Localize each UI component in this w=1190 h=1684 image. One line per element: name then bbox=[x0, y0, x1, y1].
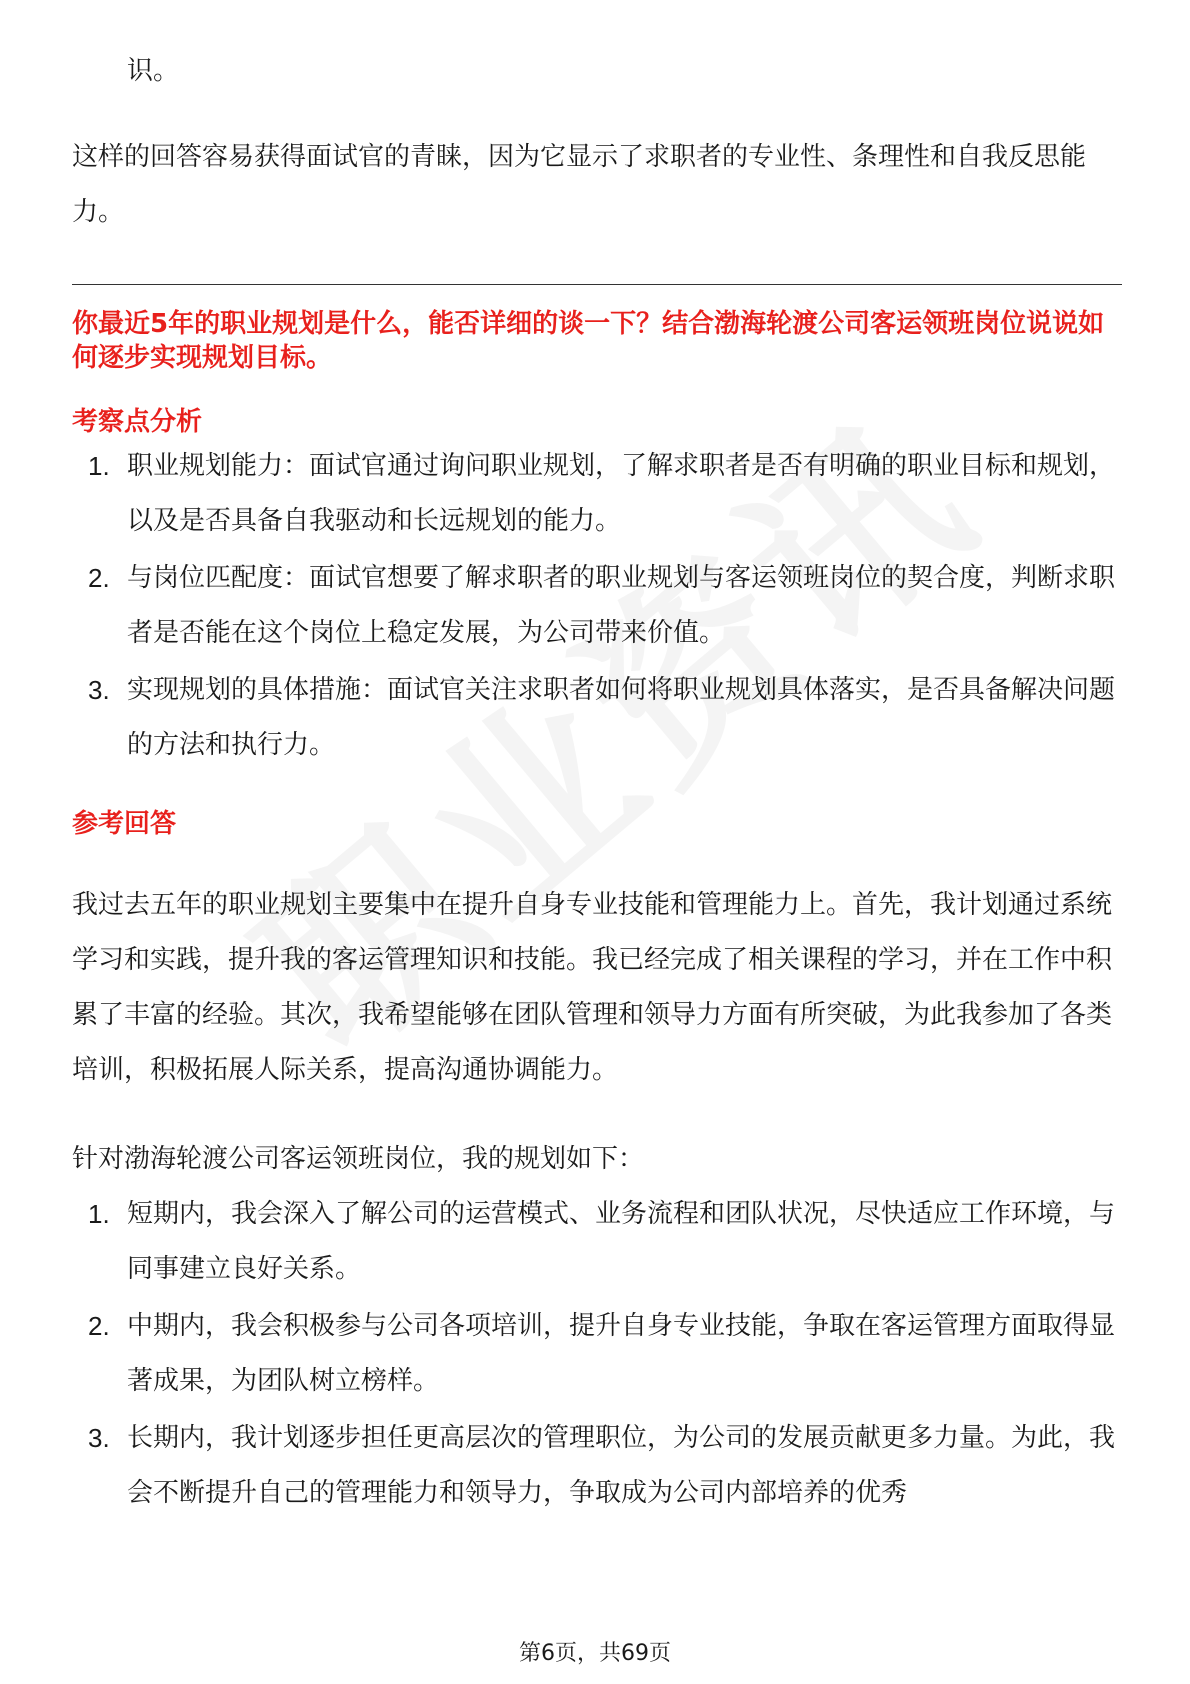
continued-text: 识。 bbox=[127, 56, 180, 86]
list-item-number: 2. bbox=[88, 563, 110, 593]
answer-title: 参考回答 bbox=[72, 809, 177, 839]
page-content bbox=[72, 44, 1122, 1523]
page-number: 第6页，共69页 bbox=[519, 1641, 671, 1666]
list-item bbox=[72, 439, 1122, 549]
list-item-text: 职业规划能力：面试官通过询问职业规划，了解求职者是否有明确的职业目标和规划，以及是否具备自我驱动和长远规划的能力。 bbox=[127, 451, 1116, 536]
list-item-number: 2. bbox=[88, 1311, 110, 1341]
list-item-number: 3. bbox=[88, 1423, 110, 1453]
answer-plan-intro: 针对渤海轮渡公司客运领班岗位，我的规划如下： bbox=[72, 1144, 645, 1174]
list-item-text: 短期内，我会深入了解公司的运营模式、业务流程和团队状况，尽快适应工作环境，与同事建立良好关系。 bbox=[127, 1199, 1116, 1284]
list-item bbox=[72, 1411, 1122, 1521]
list-item bbox=[72, 663, 1122, 773]
list-item-number: 3. bbox=[88, 675, 110, 705]
list-item bbox=[72, 1299, 1122, 1409]
analysis-list bbox=[72, 439, 1122, 773]
list-item-number: 1. bbox=[88, 451, 110, 481]
list-item-number: 1. bbox=[88, 1199, 110, 1229]
question-heading: 你最近5年的职业规划是什么，能否详细的谈一下？结合渤海轮渡公司客运领班岗位说说如何逐步实现规划目标。 bbox=[72, 309, 1105, 373]
intro-closing-paragraph: 这样的回答容易获得面试官的青睐，因为它显示了求职者的专业性、条理性和自我反思能力。 bbox=[72, 142, 1087, 227]
list-item-text: 实现规划的具体措施：面试官关注求职者如何将职业规划具体落实，是否具备解决问题的方法和执行力。 bbox=[127, 675, 1116, 760]
list-item bbox=[72, 551, 1122, 661]
list-item bbox=[72, 1187, 1122, 1297]
list-item-text: 长期内，我计划逐步担任更高层次的管理职位，为公司的发展贡献更多力量。为此，我会不断提升自己的管理能力和领导力，争取成为公司内部培养的优秀 bbox=[127, 1423, 1116, 1508]
analysis-title: 考察点分析 bbox=[72, 407, 203, 437]
list-item-text: 中期内，我会积极参与公司各项培训，提升自身专业技能，争取在客运管理方面取得显著成果，为团队树立榜样。 bbox=[127, 1311, 1116, 1396]
answer-paragraph: 我过去五年的职业规划主要集中在提升自身专业技能和管理能力上。首先，我计划通过系统学习和实践，提升我的客运管理知识和技能。我已经完成了相关课程的学习，并在工作中积累了丰富的经验。其次，我希望能够在团队管理和领导力方面有所突破，为此我参加了各类培训，积极拓展人际关系，提高沟通协调能力。 bbox=[72, 890, 1113, 1085]
list-item-text: 与岗位匹配度：面试官想要了解求职者的职业规划与客运领班岗位的契合度，判断求职者是否能在这个岗位上稳定发展，为公司带来价值。 bbox=[127, 563, 1116, 648]
section-divider bbox=[72, 284, 1122, 285]
plan-list bbox=[72, 1187, 1122, 1521]
